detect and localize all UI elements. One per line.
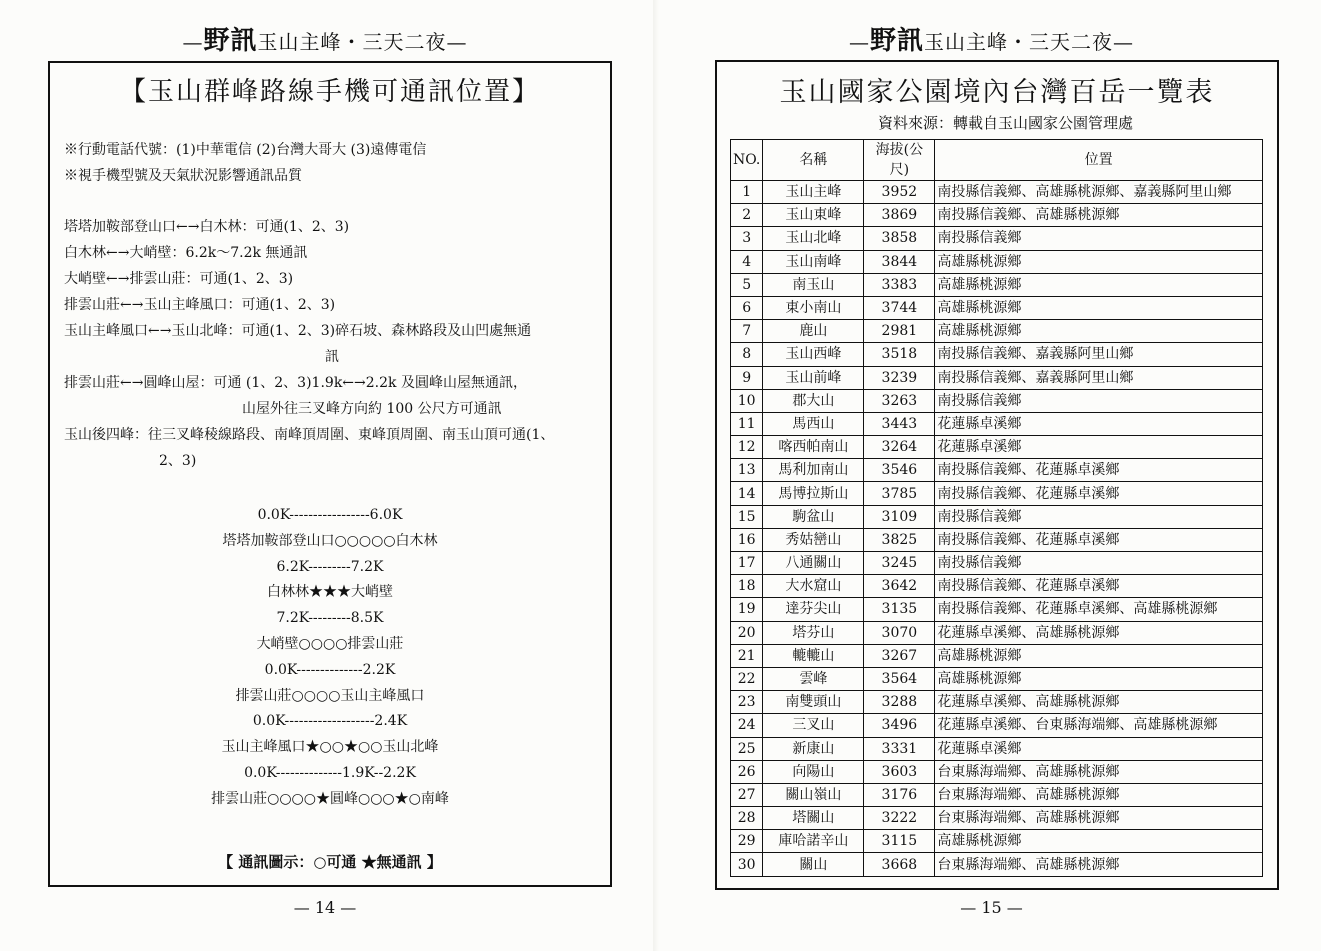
route-coverage-line: 玉山後四峰：往三叉峰稜線路段、南峰頂周圍、東峰頂周圍、南玉山頂可通(1、: [64, 427, 555, 443]
route-coverage-line: 大峭壁←→排雲山莊：可通(1、2、3): [64, 271, 294, 287]
table-row: [731, 528, 1263, 551]
peaks-list-box: [715, 60, 1279, 890]
cell-elevation: 3443: [864, 412, 935, 435]
cell-no: 25: [731, 737, 763, 760]
table-row: [731, 482, 1263, 505]
cell-location: 花蓮縣卓溪鄉: [935, 412, 1263, 435]
cell-peak-name: 達芬尖山: [763, 598, 864, 621]
diagram-distance-line: 6.2K---------7.2K: [276, 558, 384, 575]
cell-peak-name: 東小南山: [763, 296, 864, 319]
note-line: ※視手機型號及天氣狀況影響通訊品質: [64, 168, 302, 184]
diagram-segment-line: 塔塔加鞍部登山口○○○○○白木林: [222, 532, 438, 549]
cell-location: 南投縣信義鄉、花蓮縣卓溪鄉: [935, 482, 1263, 505]
peaks-table: [730, 139, 1263, 877]
running-head-subtitle: 玉山主峰・三天二夜: [924, 30, 1113, 54]
peaks-table-title: 玉山國家公園境內台灣百岳一覽表: [779, 77, 1215, 108]
cell-no: 19: [731, 598, 763, 621]
table-row: [731, 436, 1263, 459]
cell-location: 高雄縣桃源鄉: [935, 250, 1263, 273]
diagram-segment-line: 大峭壁○○○○排雲山莊: [256, 635, 404, 652]
cell-no: 22: [731, 667, 763, 690]
peaks-table-body: [731, 181, 1263, 877]
cell-no: 5: [731, 273, 763, 296]
cell-peak-name: 關山: [763, 853, 864, 876]
diagram-segment-line: 玉山主峰風口★○○★○○玉山北峰: [221, 739, 439, 756]
route-coverage-line: 山屋外往三叉峰方向約 100 公尺方可通訊: [242, 401, 502, 417]
cell-elevation: 3496: [864, 714, 935, 737]
coverage-diagram: [50, 503, 610, 813]
cell-peak-name: 塔芬山: [763, 621, 864, 644]
cell-no: 17: [731, 552, 763, 575]
cell-peak-name: 雲峰: [763, 667, 864, 690]
table-row: [731, 667, 1263, 690]
cell-elevation: 3546: [864, 459, 935, 482]
table-row: [731, 691, 1263, 714]
table-row: [731, 621, 1263, 644]
cell-no: 28: [731, 807, 763, 830]
cell-no: 2: [731, 204, 763, 227]
cell-location: 台東縣海端鄉、高雄縣桃源鄉: [935, 853, 1263, 876]
cell-elevation: 3263: [864, 389, 935, 412]
running-head-subtitle: 玉山主峰・三天二夜: [257, 30, 447, 54]
cell-elevation: 3176: [864, 783, 935, 806]
data-source-note: 資料來源：轉載自玉山國家公園管理處: [877, 114, 1133, 132]
table-row: [731, 389, 1263, 412]
cell-location: 高雄縣桃源鄉: [935, 667, 1263, 690]
diagram-segment-line: 白林林★★★大峭壁: [267, 584, 393, 601]
right-page: [662, 0, 1321, 951]
cell-no: 8: [731, 343, 763, 366]
table-row: [731, 181, 1263, 204]
cell-peak-name: 向陽山: [763, 760, 864, 783]
route-coverage-line: 排雲山莊←→玉山主峰風口：可通(1、2、3): [64, 297, 336, 313]
cell-location: 花蓮縣卓溪鄉: [935, 737, 1263, 760]
signal-coverage-box: [48, 61, 612, 887]
diagram-distance-line: 0.0K-----------------6.0K: [257, 507, 403, 523]
cell-no: 4: [731, 250, 763, 273]
cell-location: 南投縣信義鄉、花蓮縣卓溪鄉: [935, 528, 1263, 551]
cell-elevation: 3070: [864, 621, 935, 644]
cell-location: 南投縣信義鄉: [935, 552, 1263, 575]
cell-elevation: 3264: [864, 436, 935, 459]
cell-elevation: 3785: [864, 482, 935, 505]
table-row: [731, 644, 1263, 667]
cell-elevation: 3245: [864, 552, 935, 575]
col-header-location: 位置: [935, 140, 1263, 181]
table-row: [731, 273, 1263, 296]
cell-elevation: 3331: [864, 737, 935, 760]
table-row: [731, 714, 1263, 737]
cell-no: 23: [731, 691, 763, 714]
cell-elevation: 3288: [864, 691, 935, 714]
cell-no: 6: [731, 296, 763, 319]
cell-no: 18: [731, 575, 763, 598]
brand-logo-text: 野訊: [203, 26, 258, 56]
cell-no: 9: [731, 366, 763, 389]
cell-location: 高雄縣桃源鄉: [935, 296, 1263, 319]
cell-no: 7: [731, 320, 763, 343]
cell-location: 南投縣信義鄉、嘉義縣阿里山鄉: [935, 366, 1263, 389]
cell-no: 12: [731, 436, 763, 459]
cell-no: 16: [731, 528, 763, 551]
table-row: [731, 830, 1263, 853]
cell-no: 15: [731, 505, 763, 528]
table-row: [731, 250, 1263, 273]
page-number-right: — 15 —: [960, 898, 1023, 917]
cell-peak-name: 喀西帕南山: [763, 436, 864, 459]
cell-location: 南投縣信義鄉、高雄縣桃源鄉: [935, 204, 1263, 227]
route-coverage-line: 塔塔加鞍部登山口←→白木林：可通(1、2、3): [64, 219, 350, 235]
cell-location: 花蓮縣卓溪鄉: [935, 436, 1263, 459]
cell-location: 南投縣信義鄉、花蓮縣卓溪鄉: [935, 459, 1263, 482]
table-row: [731, 807, 1263, 830]
cell-peak-name: 郡大山: [763, 389, 864, 412]
cell-no: 13: [731, 459, 763, 482]
table-row: [731, 598, 1263, 621]
cell-peak-name: 轆轆山: [763, 644, 864, 667]
cell-elevation: 3135: [864, 598, 935, 621]
page-number-left: — 14 —: [293, 898, 357, 917]
cell-location: 南投縣信義鄉、高雄縣桃源鄉、嘉義縣阿里山鄉: [935, 181, 1263, 204]
cell-peak-name: 馬西山: [763, 412, 864, 435]
cell-elevation: 3222: [864, 807, 935, 830]
cell-elevation: 3825: [864, 528, 935, 551]
cell-peak-name: 新康山: [763, 737, 864, 760]
cell-peak-name: 八通關山: [763, 552, 864, 575]
table-header-row: [731, 140, 1263, 181]
route-coverage-line: 訊: [325, 349, 339, 365]
cell-peak-name: 塔關山: [763, 807, 864, 830]
cell-peak-name: 庫哈諾辛山: [763, 830, 864, 853]
coverage-notes: [64, 137, 426, 189]
cell-location: 花蓮縣卓溪鄉、高雄縣桃源鄉: [935, 691, 1263, 714]
diagram-segment-line: 排雲山莊○○○○玉山主峰風口: [235, 687, 425, 704]
cell-elevation: 3668: [864, 853, 935, 876]
cell-peak-name: 大水窟山: [763, 575, 864, 598]
cell-elevation: 3383: [864, 273, 935, 296]
cell-elevation: 3564: [864, 667, 935, 690]
cell-peak-name: 秀姑巒山: [763, 528, 864, 551]
cell-elevation: 3603: [864, 760, 935, 783]
cell-peak-name: 玉山南峰: [763, 250, 864, 273]
cell-no: 1: [731, 181, 763, 204]
cell-elevation: 3267: [864, 644, 935, 667]
diagram-distance-line: 0.0K--------------2.2K: [264, 661, 396, 678]
route-coverage-line: 玉山主峰風口←→玉山北峰：可通(1、2、3)碎石坡、森林路段及山凹處無通: [64, 323, 532, 339]
table-row: [731, 296, 1263, 319]
table-row: [731, 853, 1263, 876]
cell-elevation: 3115: [864, 830, 935, 853]
cell-elevation: 3239: [864, 366, 935, 389]
cell-location: 南投縣信義鄉、嘉義縣阿里山鄉: [935, 343, 1263, 366]
cell-peak-name: 玉山東峰: [763, 204, 864, 227]
cell-location: 台東縣海端鄉、高雄縣桃源鄉: [935, 783, 1263, 806]
cell-peak-name: 玉山主峰: [763, 181, 864, 204]
cell-location: 高雄縣桃源鄉: [935, 320, 1263, 343]
cell-no: 26: [731, 760, 763, 783]
cell-no: 24: [731, 714, 763, 737]
table-row: [731, 204, 1263, 227]
left-page: [0, 0, 650, 951]
cell-peak-name: 玉山前峰: [763, 366, 864, 389]
table-row: [731, 552, 1263, 575]
cell-location: 南投縣信義鄉、花蓮縣卓溪鄉: [935, 575, 1263, 598]
cell-location: 高雄縣桃源鄉: [935, 830, 1263, 853]
route-coverage-list: [64, 214, 600, 474]
cell-elevation: 3869: [864, 204, 935, 227]
cell-peak-name: 三叉山: [763, 714, 864, 737]
cell-location: 高雄縣桃源鄉: [935, 273, 1263, 296]
running-head-right: —野訊玉山主峰・三天二夜—: [848, 26, 1134, 56]
table-row: [731, 760, 1263, 783]
coverage-title: 【玉山群峰路線手機可通訊位置】: [119, 77, 540, 107]
table-row: [731, 505, 1263, 528]
cell-elevation: 3744: [864, 296, 935, 319]
cell-no: 20: [731, 621, 763, 644]
cell-location: 南投縣信義鄉: [935, 389, 1263, 412]
table-row: [731, 737, 1263, 760]
table-row: [731, 227, 1263, 250]
table-row: [731, 575, 1263, 598]
cell-peak-name: 馬利加南山: [763, 459, 864, 482]
cell-elevation: 3858: [864, 227, 935, 250]
cell-no: 3: [731, 227, 763, 250]
cell-location: 高雄縣桃源鄉: [935, 644, 1263, 667]
cell-peak-name: 關山嶺山: [763, 783, 864, 806]
cell-peak-name: 南玉山: [763, 273, 864, 296]
book-gutter: [653, 0, 659, 951]
cell-elevation: 3844: [864, 250, 935, 273]
table-row: [731, 320, 1263, 343]
cell-elevation: 3642: [864, 575, 935, 598]
col-header-elevation: 海拔(公尺): [864, 140, 935, 181]
diagram-segment-line: 排雲山莊○○○○★圓峰○○○★○南峰: [211, 790, 449, 807]
coverage-legend: 【 通訊圖示：○可通 ★無通訊 】: [218, 853, 442, 871]
route-coverage-line: 排雲山莊←→圓峰山屋：可通 (1、2、3)1.9k←→2.2k 及圓峰山屋無通訊，: [64, 375, 527, 391]
cell-peak-name: 南雙頭山: [763, 691, 864, 714]
col-header-no: NO.: [731, 140, 763, 181]
cell-location: 花蓮縣卓溪鄉、高雄縣桃源鄉: [935, 621, 1263, 644]
diagram-distance-line: 7.2K---------8.5K: [276, 610, 384, 627]
cell-peak-name: 玉山西峰: [763, 343, 864, 366]
col-header-name: 名稱: [763, 140, 864, 181]
cell-no: 21: [731, 644, 763, 667]
cell-peak-name: 玉山北峰: [763, 227, 864, 250]
table-row: [731, 412, 1263, 435]
cell-peak-name: 駒盆山: [763, 505, 864, 528]
table-row: [731, 343, 1263, 366]
table-row: [731, 366, 1263, 389]
cell-no: 14: [731, 482, 763, 505]
cell-location: 南投縣信義鄉、花蓮縣卓溪鄉、高雄縣桃源鄉: [935, 598, 1263, 621]
cell-no: 29: [731, 830, 763, 853]
route-coverage-line: 白木林←→大峭壁：6.2k～7.2k 無通訊: [64, 245, 308, 261]
cell-no: 11: [731, 412, 763, 435]
cell-location: 台東縣海端鄉、高雄縣桃源鄉: [935, 807, 1263, 830]
cell-peak-name: 鹿山: [763, 320, 864, 343]
cell-no: 30: [731, 853, 763, 876]
cell-peak-name: 馬博拉斯山: [763, 482, 864, 505]
note-line: ※行動電話代號：(1)中華電信 (2)台灣大哥大 (3)遠傳電信: [64, 142, 427, 158]
cell-no: 27: [731, 783, 763, 806]
table-row: [731, 783, 1263, 806]
diagram-distance-line: 0.0K-------------------2.4K: [252, 713, 408, 730]
table-row: [731, 459, 1263, 482]
cell-location: 花蓮縣卓溪鄉、台東縣海端鄉、高雄縣桃源鄉: [935, 714, 1263, 737]
cell-no: 10: [731, 389, 763, 412]
cell-location: 台東縣海端鄉、高雄縣桃源鄉: [935, 760, 1263, 783]
cell-elevation: 3109: [864, 505, 935, 528]
cell-elevation: 3518: [864, 343, 935, 366]
running-head-left: —野訊玉山主峰・三天二夜—: [182, 26, 468, 56]
cell-elevation: 2981: [864, 320, 935, 343]
cell-location: 南投縣信義鄉: [935, 227, 1263, 250]
brand-logo-text: 野訊: [869, 26, 924, 56]
cell-elevation: 3952: [864, 181, 935, 204]
diagram-distance-line: 0.0K--------------1.9K--2.2K: [244, 764, 416, 781]
cell-location: 南投縣信義鄉: [935, 505, 1263, 528]
route-coverage-line: 2、3): [159, 453, 197, 469]
